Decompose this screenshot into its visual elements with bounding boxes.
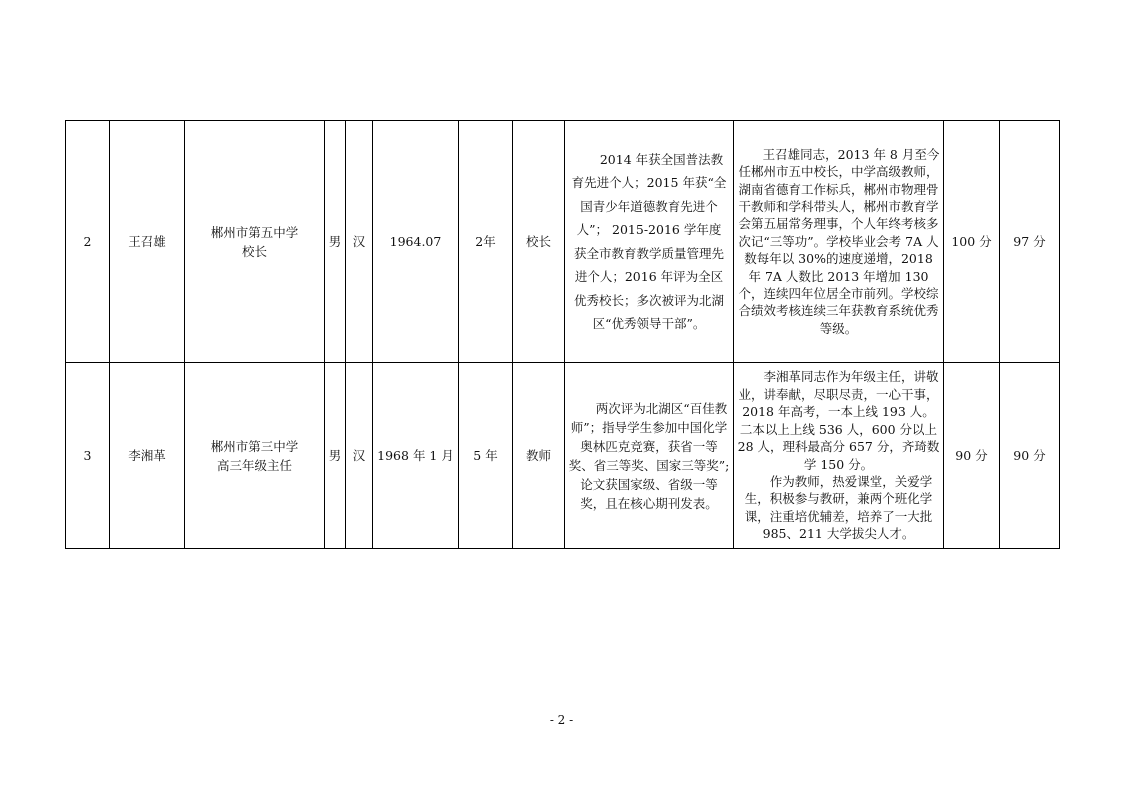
score-first: 90 分 [944, 363, 1000, 549]
work-unit-line: 郴州市第三中学 [210, 438, 299, 454]
document-sheet [65, 120, 1059, 549]
work-unit-line: 高三年级主任 [216, 457, 292, 473]
deeds-cell [734, 121, 944, 363]
row-number: 2 [66, 121, 110, 363]
page-number: - 2 - [549, 713, 574, 727]
work-unit [185, 363, 325, 549]
work-unit-line: 校长 [241, 243, 267, 259]
years-of-service: 5 年 [459, 363, 513, 549]
candidate-name: 王召雄 [110, 121, 185, 363]
score-second: 97 分 [1000, 121, 1060, 363]
job-position: 校长 [513, 121, 565, 363]
deeds-paragraph: 作为教师，热爱课堂，关爱学生，积极参与教研，兼两个班化学课，注重培优辅差，培养了一大批 985、211 大学拔尖人才。 [744, 473, 933, 542]
work-unit-line: 郴州市第五中学 [210, 224, 299, 240]
candidate-table [65, 120, 1060, 549]
honors-cell [565, 363, 734, 549]
work-unit [185, 121, 325, 363]
table-row [66, 121, 1060, 363]
honors-text: 两次评为北湖区“百佳教师”；指导学生参加中国化学奥林匹克竞赛，获省一等奖、省三等奖、国家三等奖”;论文获国家级、省级一等奖，且在核心期刊发表。 [568, 400, 730, 511]
birth-date: 1964.07 [373, 121, 459, 363]
ethnicity: 汉 [346, 121, 373, 363]
deeds-paragraph: 王召雄同志，2013 年 8 月至今任郴州市五中校长，中学高级教师，湖南省德育工作标兵，郴州市物理骨干教师和学科带头人，郴州市教育学会第五届常务理事，个人年终考核多次记“三等功”。学校毕业会考 7A 人数每年以 30%的速度递增，2018 年 7A 人数比 2013 年增加 130 个，连续四年位居全市前列。学校综合绩效考核连续三年获教育系统优秀等级。 [738, 146, 940, 336]
deeds-paragraph: 李湘革同志作为年级主任，讲敬业，讲奉献，尽职尽责，一心干事，2018 年高考，一本上线 193 人。二本以上上线 536 人，600 分以上 28 人，理科最高分 657 分，齐琦数学 150 分。 [737, 369, 940, 472]
candidate-name: 李湘革 [110, 363, 185, 549]
job-position: 教师 [513, 363, 565, 549]
honors-text: 2014 年获全国普法教育先进个人；2015 年获“全国青少年道德教育先进个人”； 2015-2016 学年度获全市教育教学质量管理先进个人；2016 年评为全区优秀校长；多次被评为北湖区“优秀领导干部”。 [571, 151, 727, 331]
honors-cell [565, 121, 734, 363]
row-number: 3 [66, 363, 110, 549]
years-of-service: 2年 [459, 121, 513, 363]
gender: 男 [325, 121, 346, 363]
gender: 男 [325, 363, 346, 549]
ethnicity: 汉 [346, 363, 373, 549]
deeds-cell [734, 363, 944, 549]
birth-date: 1968 年 1 月 [373, 363, 459, 549]
score-second: 90 分 [1000, 363, 1060, 549]
score-first: 100 分 [944, 121, 1000, 363]
table-row [66, 363, 1060, 549]
